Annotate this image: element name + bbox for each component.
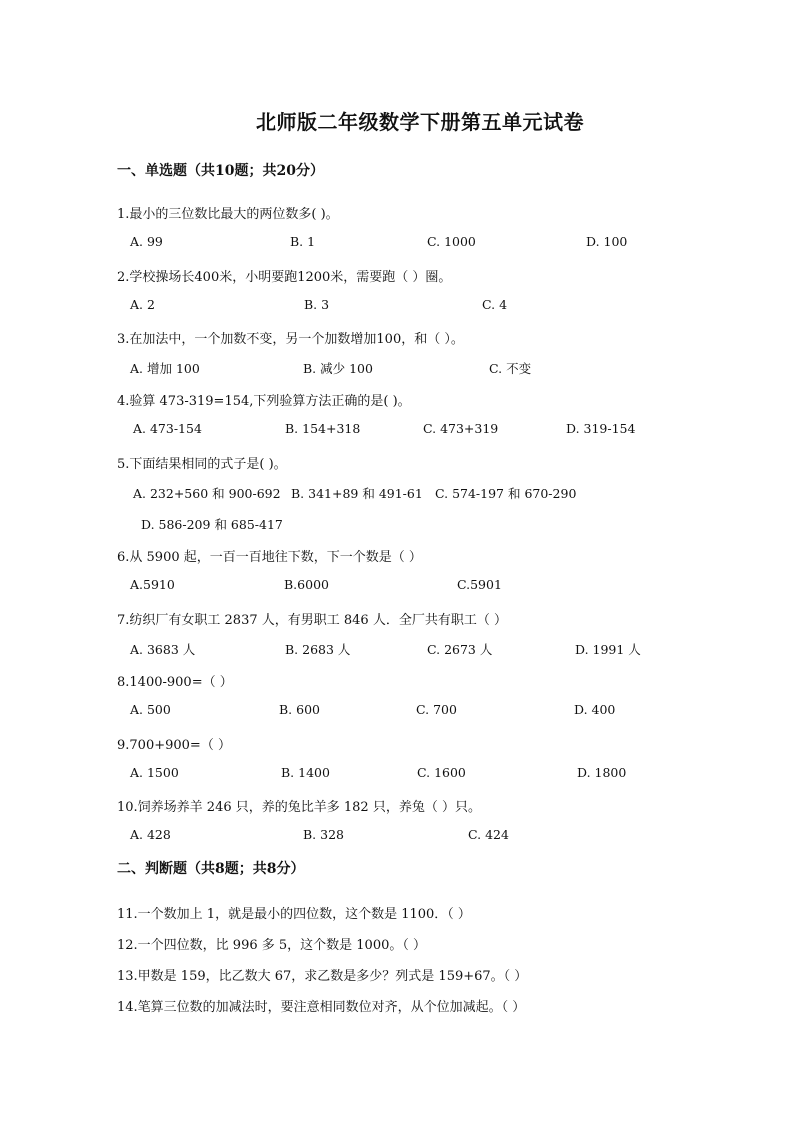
q4-option-c[interactable]: C. 473+319 [423,421,499,436]
q1-option-c[interactable]: C. 1000 [427,234,476,249]
q5-option-a[interactable]: A. 232+560 和 900-692 [133,486,281,501]
q4-option-b[interactable]: B. 154+318 [285,421,361,436]
q6-option-c[interactable]: C.5901 [457,577,502,592]
q5-option-c[interactable]: C. 574-197 和 670-290 [435,486,577,501]
q7-option-c[interactable]: C. 2673 人 [427,642,493,657]
q8-option-a[interactable]: A. 500 [130,702,171,717]
q2-option-b[interactable]: B. 3 [304,297,330,312]
section-heading-single-choice: 一、单选题（共10题；共20分） [117,163,324,179]
question-1: 1.最小的三位数比最大的两位数多( )。 [117,207,339,222]
q2-option-a[interactable]: A. 2 [130,297,155,312]
question-6: 6.从 5900 起，一百一百地往下数，下一个数是（ ） [117,550,422,565]
q10-option-c[interactable]: C. 424 [468,827,509,842]
question-10: 10.饲养场养羊 246 只，养的兔比羊多 182 只，养兔（ ）只。 [117,800,481,815]
question-3: 3.在加法中，一个加数不变，另一个加数增加100，和（ ）。 [117,332,464,347]
question-12: 12.一个四位数，比 996 多 5，这个数是 1000。（ ） [117,938,427,953]
question-7: 7.纺织厂有女职工 2837 人，有男职工 846 人．全厂共有职工（ ） [117,613,507,628]
q3-option-a[interactable]: A. 增加 100 [130,361,200,376]
q9-option-c[interactable]: C. 1600 [417,765,466,780]
q6-option-b[interactable]: B.6000 [284,577,329,592]
q1-option-a[interactable]: A. 99 [130,234,163,249]
q10-option-b[interactable]: B. 328 [303,827,344,842]
q9-option-a[interactable]: A. 1500 [130,765,179,780]
q10-option-a[interactable]: A. 428 [130,827,171,842]
q8-option-b[interactable]: B. 600 [279,702,320,717]
question-9: 9.700+900=（ ） [117,738,231,753]
q2-option-c[interactable]: C. 4 [482,297,508,312]
q5-option-b[interactable]: B. 341+89 和 491-61 [291,486,423,501]
q8-option-d[interactable]: D. 400 [574,702,616,717]
question-11: 11.一个数加上 1，就是最小的四位数，这个数是 1100．（ ） [117,907,471,922]
page-title: 北师版二年级数学下册第五单元试卷 [256,110,584,134]
q4-option-d[interactable]: D. 319-154 [566,421,636,436]
section-heading-true-false: 二、判断题（共8题；共8分） [117,861,305,877]
q4-option-a[interactable]: A. 473-154 [133,421,202,436]
q3-option-c[interactable]: C. 不变 [489,361,532,376]
question-8: 8.1400-900=（ ） [117,675,233,690]
q9-option-b[interactable]: B. 1400 [281,765,330,780]
q7-option-d[interactable]: D. 1991 人 [575,642,641,657]
q1-option-b[interactable]: B. 1 [290,234,316,249]
q6-option-a[interactable]: A.5910 [130,577,175,592]
q9-option-d[interactable]: D. 1800 [577,765,627,780]
q1-option-d[interactable]: D. 100 [586,234,628,249]
q3-option-b[interactable]: B. 减少 100 [303,361,373,376]
question-4: 4.验算 473-319=154,下列验算方法正确的是( )。 [117,394,411,409]
question-14: 14.笔算三位数的加减法时，要注意相同数位对齐，从个位加减起。（ ） [117,1000,526,1015]
q7-option-b[interactable]: B. 2683 人 [285,642,351,657]
q5-option-d[interactable]: D. 586-209 和 685-417 [141,517,283,532]
question-2: 2.学校操场长400米，小明要跑1200米，需要跑（ ）圈。 [117,270,452,285]
question-5: 5.下面结果相同的式子是( )。 [117,457,287,472]
q7-option-a[interactable]: A. 3683 人 [130,642,196,657]
question-13: 13.甲数是 159，比乙数大 67，求乙数是多少？列式是 159+67。（ ） [117,969,528,984]
q8-option-c[interactable]: C. 700 [416,702,457,717]
